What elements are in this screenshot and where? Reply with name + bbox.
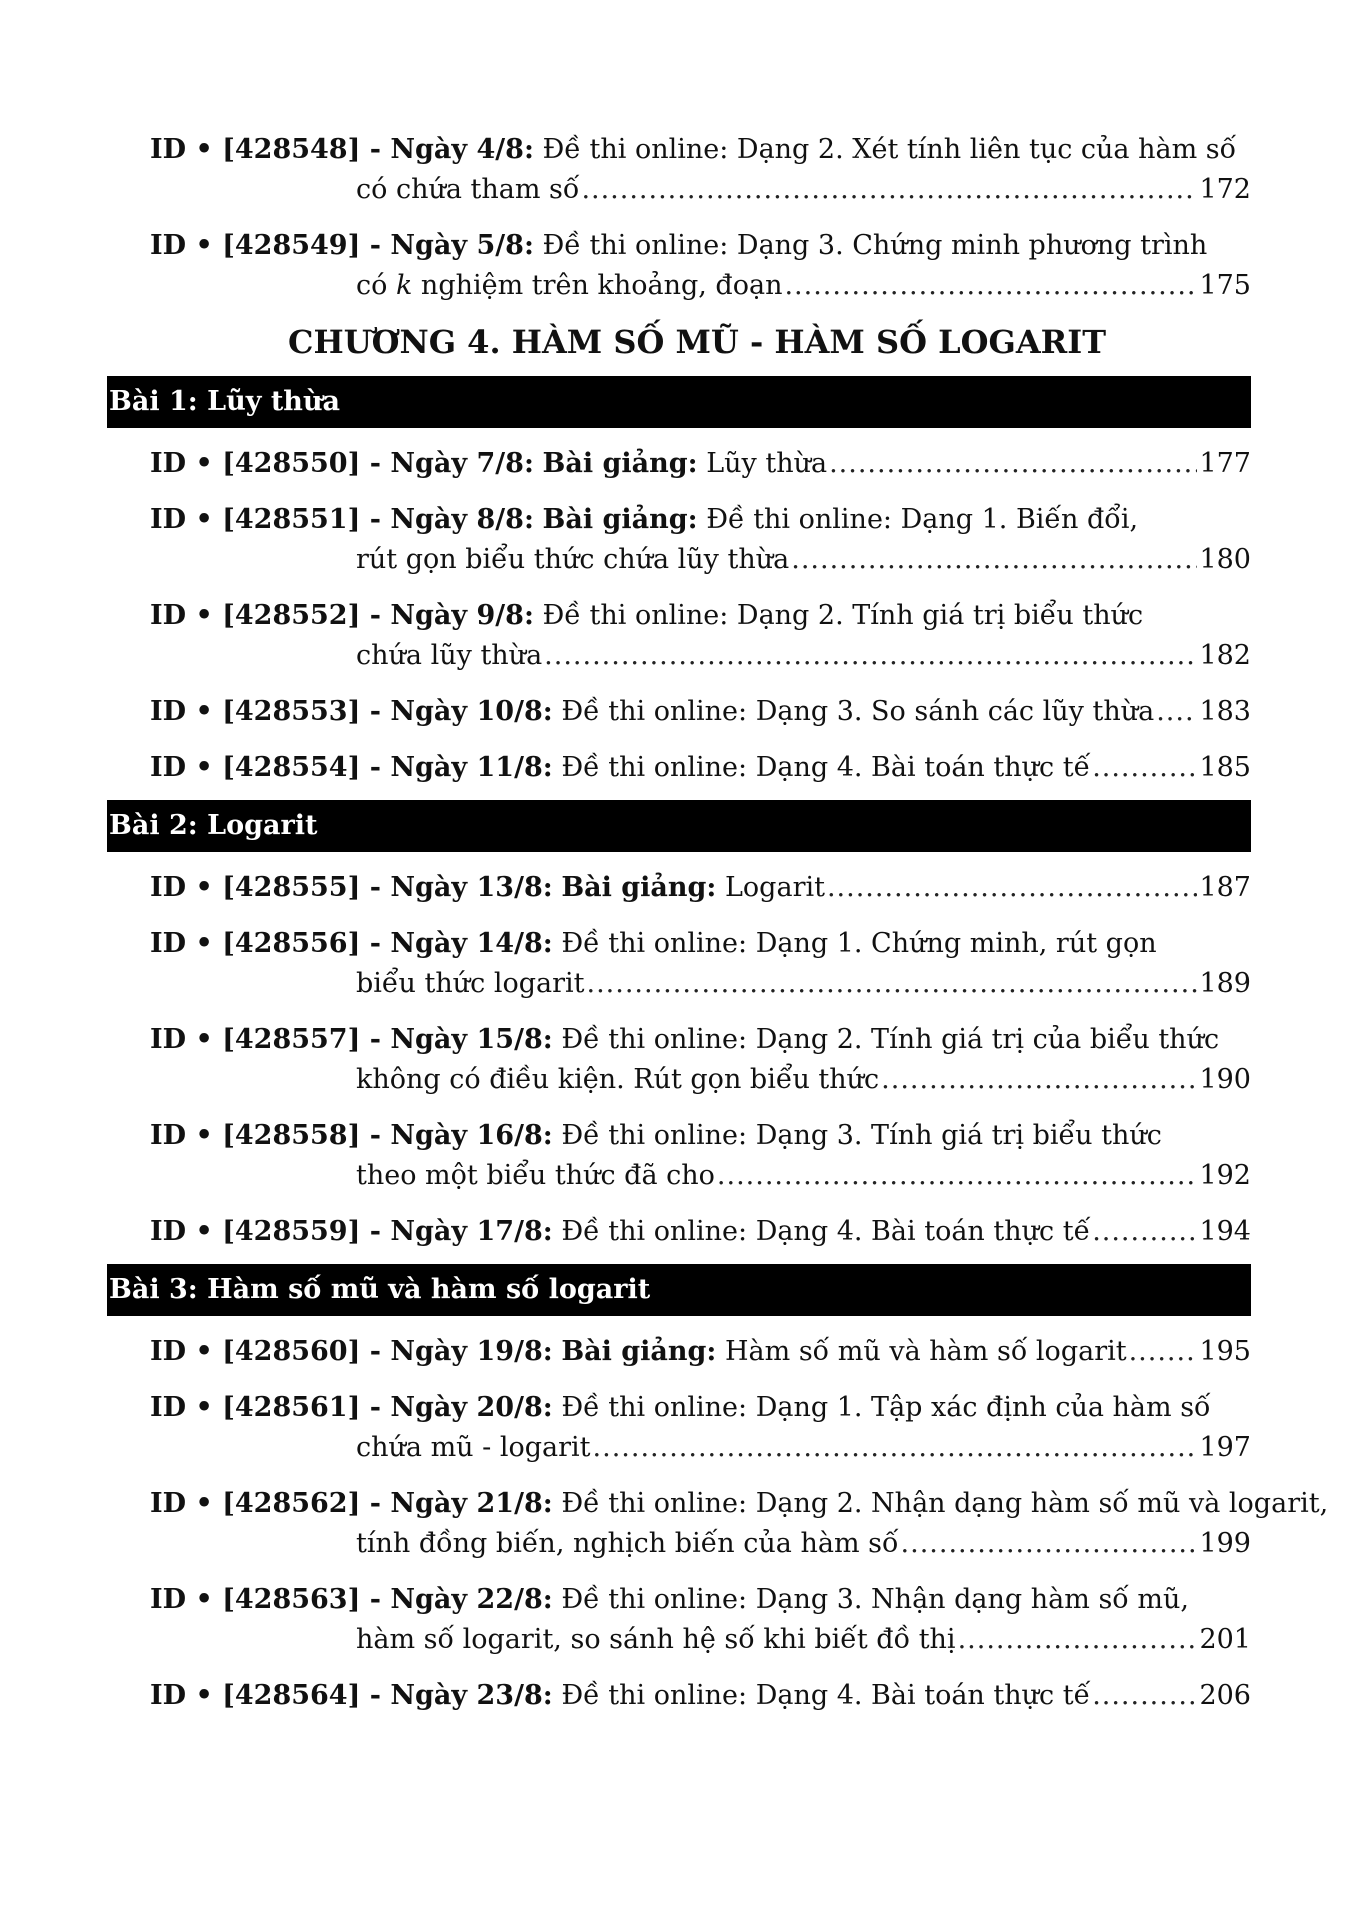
entry-text: Đề thi online: Dạng 3. Chứng minh phương trình (542, 230, 1208, 261)
entry-text-cont: có chứa tham số (356, 174, 580, 205)
page-number: 183 (1199, 696, 1251, 727)
page-number: 182 (1199, 640, 1251, 671)
entry-label: Bài giảng: (542, 448, 698, 479)
entry-id: ID • [428557] - Ngày 15/8: (150, 1024, 553, 1055)
entry-text-cont: không có điều kiện. Rút gọn biểu thức (356, 1064, 880, 1095)
dot-leader (784, 266, 1197, 306)
entry-id: ID • [428554] - Ngày 11/8: (150, 752, 553, 783)
section-header: Bài 1: Lũy thừa (107, 376, 1251, 428)
dot-leader (1092, 748, 1197, 788)
page-number: 185 (1199, 752, 1251, 783)
entry-text-cont: theo một biểu thức đã cho (356, 1160, 715, 1191)
entry-id: ID • [428559] - Ngày 17/8: (150, 1216, 553, 1247)
entry-label: Bài giảng: (561, 1336, 717, 1367)
toc-entry (107, 868, 1251, 908)
entry-id: ID • [428558] - Ngày 16/8: (150, 1120, 553, 1151)
toc-entry (107, 1212, 1251, 1252)
page-number: 197 (1199, 1432, 1251, 1463)
entry-text: Hàm số mũ và hàm số logarit (725, 1336, 1127, 1367)
table-of-contents (107, 130, 1329, 1716)
entry-id: ID • [428550] - Ngày 7/8: (150, 448, 534, 479)
toc-entry (107, 924, 1251, 1004)
page-number: 194 (1199, 1216, 1251, 1247)
dot-leader (1156, 692, 1197, 732)
entry-id: ID • [428560] - Ngày 19/8: (150, 1336, 553, 1367)
entry-id: ID • [428549] - Ngày 5/8: (150, 230, 534, 261)
dot-leader (827, 868, 1197, 908)
toc-entry (107, 1332, 1251, 1372)
toc-entry (107, 1676, 1251, 1716)
entry-label: Bài giảng: (561, 872, 717, 903)
page-number: 175 (1199, 270, 1251, 301)
entry-text: Đề thi online: Dạng 4. Bài toán thực tế (561, 752, 1091, 783)
dot-leader (901, 1524, 1198, 1564)
entry-text-cont: rút gọn biểu thức chứa lũy thừa (356, 544, 790, 575)
entry-text-cont: chứa mũ - logarit (356, 1432, 591, 1463)
dot-leader (587, 964, 1198, 1004)
entry-text: Đề thi online: Dạng 3. Tính giá trị biểu thức (561, 1120, 1162, 1151)
entry-id: ID • [428552] - Ngày 9/8: (150, 600, 534, 631)
entry-text: Đề thi online: Dạng 2. Tính giá trị biểu thức (542, 600, 1144, 631)
toc-entry (107, 1484, 1329, 1564)
page-number: 172 (1199, 174, 1251, 205)
toc-entry (107, 1020, 1251, 1100)
entry-line (150, 1676, 1090, 1716)
toc-entry (107, 1580, 1251, 1660)
entry-id: ID • [428548] - Ngày 4/8: (150, 134, 534, 165)
chapter-title: CHƯƠNG 4. HÀM SỐ MŨ - HÀM SỐ LOGARIT (287, 323, 1107, 361)
dot-leader (881, 1060, 1197, 1100)
toc-entry (107, 1388, 1251, 1468)
page-number: 177 (1199, 448, 1251, 479)
entry-id: ID • [428556] - Ngày 14/8: (150, 928, 553, 959)
toc-entry (107, 226, 1251, 306)
dot-leader (1092, 1676, 1197, 1716)
dot-leader (593, 1428, 1198, 1468)
page-number: 180 (1199, 544, 1251, 575)
page-number: 201 (1199, 1624, 1251, 1655)
entry-text-cont: biểu thức logarit (356, 968, 585, 999)
page-number: 187 (1199, 872, 1251, 903)
entry-text: Đề thi online: Dạng 2. Nhận dạng hàm số mũ và logarit, (561, 1488, 1329, 1519)
section-header: Bài 2: Logarit (107, 800, 1251, 852)
entry-text: Đề thi online: Dạng 1. Tập xác định của hàm số (561, 1392, 1211, 1423)
entry-id: ID • [428553] - Ngày 10/8: (150, 696, 553, 727)
entry-text: Đề thi online: Dạng 4. Bài toán thực tế (561, 1216, 1091, 1247)
page-number: 199 (1199, 1528, 1251, 1559)
entry-text-cont: có k nghiệm trên khoảng, đoạn (356, 270, 783, 301)
dot-leader (1092, 1212, 1197, 1252)
entry-text: Lũy thừa (706, 448, 828, 479)
entry-text-cont: tính đồng biến, nghịch biến của hàm số (356, 1528, 899, 1559)
dot-leader (791, 540, 1197, 580)
entry-id: ID • [428562] - Ngày 21/8: (150, 1488, 553, 1519)
entry-line (150, 868, 825, 908)
entry-label: Bài giảng: (542, 504, 698, 535)
entry-line (150, 692, 1154, 732)
sections-container (107, 376, 1329, 1716)
entry-id: ID • [428555] - Ngày 13/8: (150, 872, 553, 903)
entry-id: ID • [428551] - Ngày 8/8: (150, 504, 534, 535)
toc-entry (107, 444, 1251, 484)
entry-text: Đề thi online: Dạng 2. Tính giá trị của biểu thức (561, 1024, 1220, 1055)
dot-leader (1129, 1332, 1198, 1372)
entry-line (150, 1212, 1090, 1252)
dot-leader (544, 636, 1197, 676)
entry-id: ID • [428563] - Ngày 22/8: (150, 1584, 553, 1615)
entry-text: Logarit (725, 872, 825, 903)
entry-text: Đề thi online: Dạng 1. Biến đổi, (706, 504, 1139, 535)
toc-entry (107, 692, 1251, 732)
entry-text: Đề thi online: Dạng 3. So sánh các lũy thừa (561, 696, 1155, 727)
dot-leader (829, 444, 1197, 484)
toc-entry (107, 596, 1251, 676)
entry-text: Đề thi online: Dạng 3. Nhận dạng hàm số mũ, (561, 1584, 1189, 1615)
dot-leader (717, 1156, 1198, 1196)
section-header: Bài 3: Hàm số mũ và hàm số logarit (107, 1264, 1251, 1316)
entry-text: Đề thi online: Dạng 1. Chứng minh, rút gọn (561, 928, 1157, 959)
entry-text-cont: hàm số logarit, so sánh hệ số khi biết đồ thị (356, 1624, 956, 1655)
toc-entry (107, 1116, 1251, 1196)
page-number: 195 (1199, 1336, 1251, 1367)
toc-entry (107, 748, 1251, 788)
entry-line (150, 748, 1090, 788)
entry-text-cont: chứa lũy thừa (356, 640, 543, 671)
entry-id: ID • [428561] - Ngày 20/8: (150, 1392, 553, 1423)
entry-text: Đề thi online: Dạng 4. Bài toán thực tế (561, 1680, 1091, 1711)
entry-line (150, 1332, 1127, 1372)
dot-leader (581, 170, 1197, 210)
page-number: 206 (1199, 1680, 1251, 1711)
entry-id: ID • [428564] - Ngày 23/8: (150, 1680, 553, 1711)
toc-entry (107, 500, 1251, 580)
toc-entry (107, 130, 1251, 210)
page-number: 189 (1199, 968, 1251, 999)
page-number: 190 (1199, 1064, 1251, 1095)
page-number: 192 (1199, 1160, 1251, 1191)
dot-leader (958, 1620, 1198, 1660)
entry-text: Đề thi online: Dạng 2. Xét tính liên tục của hàm số (542, 134, 1237, 165)
entry-line (150, 444, 827, 484)
